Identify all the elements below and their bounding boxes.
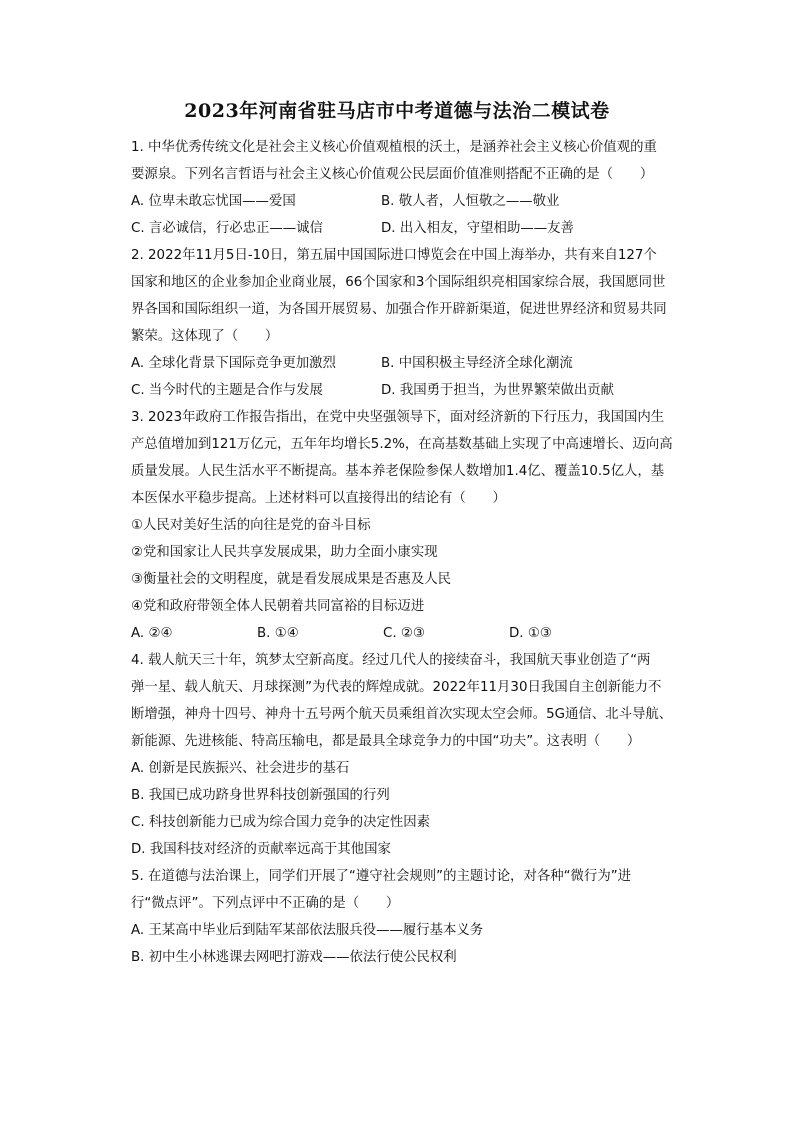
question-stem-line: 质量发展。人民生活水平不断提高。基本养老保险参保人数增加1.4亿、覆盖10.5亿人，基: [131, 464, 665, 479]
question-5: [131, 863, 711, 971]
question-stem-line: 本医保水平稳步提高。上述材料可以直接得出的结论有（ ）: [131, 491, 506, 506]
option-b: B. 中国积极主导经济全球化潮流: [381, 356, 573, 371]
question-stem-line: 5. 在道德与法治课上，同学们开展了“遵守社会规则”的主题讨论，对各种“微行为”进: [131, 869, 632, 884]
options-row: [131, 377, 711, 404]
option-b: B. 初中生小林逃课去网吧打游戏——依法行使公民权利: [131, 950, 457, 965]
option-c: C. 当今时代的主题是合作与发展: [131, 383, 323, 398]
statement-1: ①人民对美好生活的向往是党的奋斗目标: [131, 518, 371, 533]
option-b: B. 敬人者，人恒敬之——敬业: [381, 194, 560, 209]
option-a: A. 全球化背景下国际竞争更加激烈: [131, 356, 336, 371]
option-d: D. 我国科技对经济的贡献率远高于其他国家: [131, 842, 391, 857]
options-row: [131, 188, 711, 215]
option-c: C. ②③: [383, 626, 425, 641]
option-b: B. ①④: [257, 626, 299, 641]
option-d: D. 我国勇于担当，为世界繁荣做出贡献: [381, 383, 615, 398]
question-2: [131, 242, 711, 404]
exam-content: [131, 134, 711, 971]
options-row: [131, 620, 711, 647]
question-stem-line: 断增强，神舟十四号、神舟十五号两个航天员乘组首次实现太空会师。5G通信、北斗导航、: [131, 707, 673, 722]
question-stem-line: 界各国和国际组织一道，为各国开展贸易、加强合作开辟新渠道，促进世界经济和贸易共同: [131, 302, 667, 317]
statement-4: ④党和政府带领全体人民朝着共同富裕的目标迈进: [131, 599, 425, 614]
question-stem-line: 1. 中华优秀传统文化是社会主义核心价值观植根的沃土，是涵养社会主义核心价值观的重: [131, 140, 657, 155]
options-row: [131, 350, 711, 377]
question-3: [131, 404, 711, 647]
option-c: C. 言必诚信，行必忠正——诚信: [131, 221, 323, 236]
option-a: A. ②④: [131, 626, 173, 641]
question-4: [131, 647, 711, 863]
option-d: D. 出入相友，守望相助——友善: [381, 221, 574, 236]
question-stem-line: 3. 2023年政府工作报告指出，在党中央坚强领导下，面对经济新的下行压力，我国国内生: [131, 410, 665, 425]
exam-title: 2023年河南省驻马店市中考道德与法治二模试卷: [184, 100, 610, 122]
question-stem-line: 国家和地区的企业参加企业商业展，66个国家和3个国际组织亮相国家综合展，我国愿同世: [131, 275, 666, 290]
question-stem-line: 行“微点评”。下列点评中不正确的是（ ）: [131, 896, 400, 911]
question-stem-line: 产总值增加到121万亿元，五年年均增长5.2%，在高基数基础上实现了中高速增长、迈向高: [131, 437, 673, 452]
option-a: A. 位卑未敢忘忧国——爱国: [131, 194, 296, 209]
question-stem-line: 新能源、先进核能、特高压输电，都是最具全球竞争力的中国“功夫”。这表明（ ）: [131, 734, 641, 749]
option-b: B. 我国已成功跻身世界科技创新强国的行列: [131, 788, 390, 803]
option-c: C. 科技创新能力已成为综合国力竞争的决定性因素: [131, 815, 431, 830]
option-d: D. ①③: [509, 626, 552, 641]
statement-2: ②党和国家让人民共享发展成果，助力全面小康实现: [131, 545, 438, 560]
question-stem-line: 繁荣。这体现了（ ）: [131, 329, 279, 344]
option-a: A. 王某高中毕业后到陆军某部依法服兵役——履行基本义务: [131, 923, 484, 938]
question-stem-line: 弹一星、载人航天、月球探测”为代表的辉煌成就。2022年11月30日我国自主创新能力不: [131, 680, 662, 695]
question-stem-line: 2. 2022年11月5日-10日，第五届中国国际进口博览会在中国上海举办，共有来自127个: [131, 248, 657, 263]
options-row: [131, 215, 711, 242]
statement-3: ③衡量社会的文明程度，就是看发展成果是否惠及人民: [131, 572, 451, 587]
question-stem-line: 要源泉。下列名言哲语与社会主义核心价值观公民层面价值准则搭配不正确的是（ ）: [131, 167, 654, 182]
question-stem-line: 4. 载人航天三十年，筑梦太空新高度。经过几代人的接续奋斗，我国航天事业创造了“两: [131, 653, 651, 668]
question-1: [131, 134, 711, 242]
option-a: A. 创新是民族振兴、社会进步的基石: [131, 761, 350, 776]
